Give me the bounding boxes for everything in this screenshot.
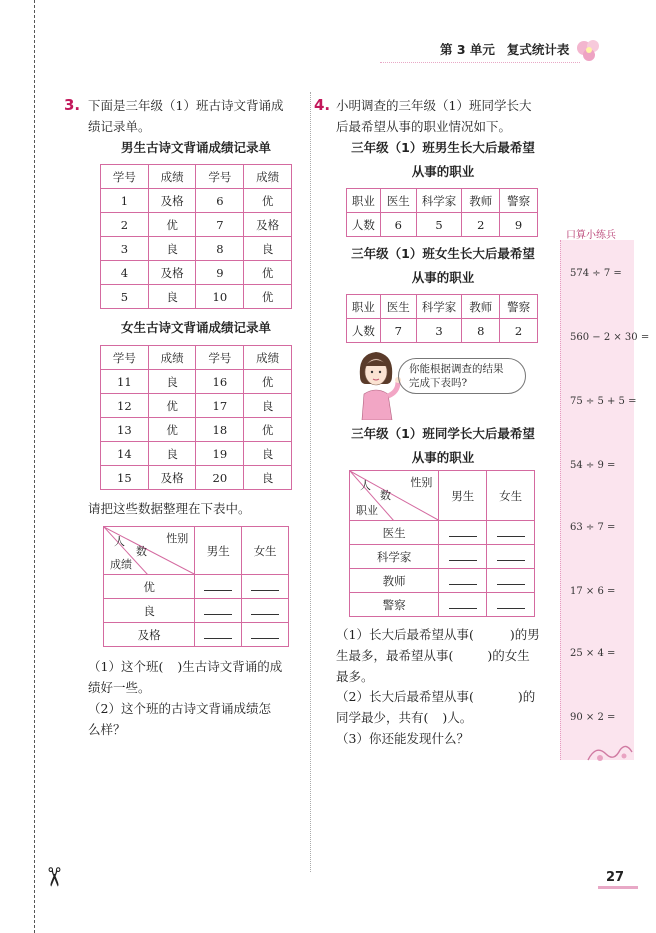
- diagonal-header-cell: [104, 527, 195, 575]
- cell: 13: [101, 418, 149, 442]
- corner-label-top: 性别: [166, 532, 189, 545]
- answer-blank[interactable]: [195, 599, 242, 623]
- header-cell: 职业: [347, 189, 381, 213]
- oral-practice-title: 口算小练兵: [566, 230, 616, 241]
- cell: 人数: [347, 319, 381, 343]
- corner-label-mid2: 数: [136, 545, 147, 558]
- header-cell: 成绩: [148, 165, 196, 189]
- table-row: [347, 319, 538, 343]
- q4-girls-title-line1: 三年级（1）班女生长大后最希望: [351, 246, 535, 261]
- header-cell: 成绩: [244, 165, 292, 189]
- q4-prompt: [336, 95, 558, 137]
- cell: 9: [500, 213, 538, 237]
- q4-boys-title-line2: 从事的职业: [411, 164, 475, 179]
- table-row: [350, 545, 535, 569]
- table-row: [101, 261, 292, 285]
- corner-label-bottom: 成绩: [110, 558, 132, 571]
- page-header: [440, 40, 569, 58]
- q3-prompt: [88, 95, 308, 137]
- decorative-swirl-icon: [586, 742, 634, 764]
- header-cell: 成绩: [244, 346, 292, 370]
- table-row: [350, 593, 535, 617]
- table-row: [104, 599, 289, 623]
- cell: 良: [148, 370, 196, 394]
- table-row: [101, 189, 292, 213]
- answer-blank[interactable]: [439, 569, 487, 593]
- page-number-bar: [598, 886, 638, 889]
- cell: 10: [196, 285, 244, 309]
- flower-icon: [574, 36, 604, 66]
- table-row: [101, 394, 292, 418]
- teacher-illustration: [352, 348, 402, 420]
- cell: 18: [196, 418, 244, 442]
- row-label: 警察: [350, 593, 439, 617]
- cell: 2: [101, 213, 149, 237]
- cell: 4: [101, 261, 149, 285]
- header-cell: 学号: [196, 165, 244, 189]
- table-header-row: [347, 189, 538, 213]
- header-cell: 男生: [195, 527, 242, 575]
- cut-line: [34, 0, 35, 933]
- cell: 良: [244, 466, 292, 490]
- oral-item: 25 × 4 =: [570, 648, 616, 659]
- q4-subquestion-3: （3）你还能发现什么？: [336, 731, 469, 746]
- header-cell: 警察: [500, 189, 538, 213]
- table-row: [101, 466, 292, 490]
- cell: 2: [462, 213, 500, 237]
- q3-prompt-line1: 下面是三年级（1）班古诗文背诵成: [88, 98, 284, 113]
- oral-practice-panel: [560, 240, 637, 760]
- oral-item: 75 ÷ 5 + 5 =: [570, 396, 637, 407]
- cell: 优: [244, 285, 292, 309]
- q4-boys-table: [346, 188, 538, 237]
- cell: 5: [416, 213, 462, 237]
- header-cell: 女生: [487, 471, 535, 521]
- cell: 17: [196, 394, 244, 418]
- q3-subquestion-2: [88, 698, 306, 740]
- cell: 1: [101, 189, 149, 213]
- cell: 6: [196, 189, 244, 213]
- q4-sub1-part-b: )的男: [509, 627, 540, 642]
- cell: 优: [148, 394, 196, 418]
- q4-girls-title: [338, 242, 548, 290]
- q4-boys-title: [338, 136, 548, 184]
- cell: 及格: [148, 466, 196, 490]
- table-row: [101, 285, 292, 309]
- answer-blank[interactable]: [487, 593, 535, 617]
- answer-blank[interactable]: [242, 599, 289, 623]
- header-cell: 成绩: [148, 346, 196, 370]
- cell: 9: [196, 261, 244, 285]
- answer-blank[interactable]: [487, 569, 535, 593]
- cell: 优: [148, 418, 196, 442]
- q3-sub1-part-a: （1）这个班(: [88, 659, 164, 674]
- cell: 人数: [347, 213, 381, 237]
- q4-all-title-line1: 三年级（1）班同学长大后最希望: [351, 426, 535, 441]
- q3-instruction: 请把这些数据整理在下表中。: [88, 501, 251, 516]
- cell: 良: [244, 394, 292, 418]
- page-number: 27: [606, 870, 625, 885]
- q4-prompt-line1: 小明调查的三年级（1）班同学长大: [336, 98, 532, 113]
- cell: 及格: [148, 189, 196, 213]
- cell: 20: [196, 466, 244, 490]
- header-cell: 警察: [500, 295, 538, 319]
- q4-girls-table: [346, 294, 538, 343]
- table-row: [101, 418, 292, 442]
- cell: 11: [101, 370, 149, 394]
- q4-sub2-part-b: )的: [517, 689, 536, 704]
- row-label: 及格: [104, 623, 195, 647]
- cell: 优: [244, 261, 292, 285]
- cell: 19: [196, 442, 244, 466]
- q4-summary-table: [349, 470, 535, 617]
- speech-line1: 你能根据调查的结果: [409, 363, 504, 375]
- oral-item: 63 ÷ 7 =: [570, 522, 616, 533]
- table-row: [101, 442, 292, 466]
- cell: 8: [462, 319, 500, 343]
- unit-topic: 复式统计表: [506, 42, 570, 57]
- cell: 3: [101, 237, 149, 261]
- cell: 良: [148, 237, 196, 261]
- cell: 12: [101, 394, 149, 418]
- header-cell: 学号: [196, 346, 244, 370]
- cell: 2: [500, 319, 538, 343]
- header-cell: 科学家: [416, 189, 462, 213]
- unit-label: 第 3 单元: [440, 42, 495, 57]
- q3-sub2-part-b: 么样？: [88, 722, 126, 737]
- header-cell: 学号: [101, 346, 149, 370]
- cell: 及格: [244, 213, 292, 237]
- cell: 16: [196, 370, 244, 394]
- row-label: 科学家: [350, 545, 439, 569]
- answer-blank[interactable]: [439, 593, 487, 617]
- header-cell: 女生: [242, 527, 289, 575]
- q4-sub1-part-a: （1）长大后最希望从事(: [336, 627, 474, 642]
- q4-sub1-part-e: 最多。: [336, 669, 374, 684]
- table-row: [104, 623, 289, 647]
- header-cell: 科学家: [416, 295, 462, 319]
- girls-record-title: 女生古诗文背诵成绩记录单: [120, 320, 271, 335]
- cell: 良: [244, 237, 292, 261]
- q4-sub1-part-c: 生最多，最希望从事(: [336, 648, 454, 663]
- q4-prompt-line2: 后最希望从事的职业情况如下。: [336, 119, 512, 134]
- table-header-row: [347, 295, 538, 319]
- q3-sub1-part-c: 绩好一些。: [88, 680, 151, 695]
- q4-sub2-part-d: )人。: [442, 710, 473, 725]
- q3-number: 3.: [64, 96, 81, 114]
- q3-sub1-part-b: )生古诗文背诵的成: [177, 659, 283, 674]
- header-cell: 教师: [462, 189, 500, 213]
- q4-sub2-part-c: 同学最少，共有(: [336, 710, 429, 725]
- row-label: 医生: [350, 521, 439, 545]
- header-cell: 学号: [101, 165, 149, 189]
- speech-bubble: [398, 358, 526, 394]
- answer-blank[interactable]: [195, 623, 242, 647]
- table-header-row: [101, 346, 292, 370]
- scissors-icon: ✂: [37, 866, 68, 888]
- row-label: 优: [104, 575, 195, 599]
- oral-item: 560 − 2 × 30 =: [570, 332, 650, 343]
- cell: 优: [244, 370, 292, 394]
- cell: 优: [148, 213, 196, 237]
- cell: 7: [380, 319, 416, 343]
- cell: 6: [380, 213, 416, 237]
- cell: 良: [148, 285, 196, 309]
- cell: 良: [244, 442, 292, 466]
- answer-blank[interactable]: [195, 575, 242, 599]
- header-cell: 职业: [347, 295, 381, 319]
- answer-blank[interactable]: [487, 521, 535, 545]
- corner-label-mid1: 人: [360, 479, 371, 492]
- boys-record-table: [100, 164, 292, 309]
- boys-record-title: 男生古诗文背诵成绩记录单: [120, 140, 271, 155]
- table-header-row: [350, 471, 535, 521]
- q4-sub1-part-d: )的女生: [487, 648, 530, 663]
- table-row: [104, 575, 289, 599]
- answer-blank[interactable]: [487, 545, 535, 569]
- q3-summary-table: [103, 526, 289, 647]
- answer-blank[interactable]: [242, 575, 289, 599]
- cell: 及格: [148, 261, 196, 285]
- q4-subquestion-2: [336, 686, 560, 728]
- q3-sub2-part-a: （2）这个班的古诗文背诵成绩怎: [88, 701, 271, 716]
- answer-blank[interactable]: [439, 545, 487, 569]
- q3-subquestion-1: [88, 656, 306, 698]
- header-cell: 男生: [439, 471, 487, 521]
- oral-item: 17 × 6 =: [570, 586, 616, 597]
- table-row: [101, 237, 292, 261]
- cell: 14: [101, 442, 149, 466]
- corner-label-bottom: 职业: [356, 504, 378, 517]
- cell: 15: [101, 466, 149, 490]
- q4-sub2-part-a: （2）长大后最希望从事(: [336, 689, 474, 704]
- corner-label-top: 性别: [410, 476, 433, 489]
- table-row: [350, 521, 535, 545]
- table-row: [101, 213, 292, 237]
- row-label: 良: [104, 599, 195, 623]
- column-divider: [310, 92, 311, 872]
- header-rule: [380, 62, 580, 63]
- q4-boys-title-line1: 三年级（1）班男生长大后最希望: [351, 140, 535, 155]
- speech-line2: 完成下表吗?: [409, 377, 468, 389]
- q4-all-title-line2: 从事的职业: [411, 450, 475, 465]
- cell: 优: [244, 418, 292, 442]
- header-cell: 教师: [462, 295, 500, 319]
- table-row: [350, 569, 535, 593]
- girls-record-table: [100, 345, 292, 490]
- table-header-row: [101, 165, 292, 189]
- oral-item: 54 ÷ 9 =: [570, 460, 616, 471]
- cell: 3: [416, 319, 462, 343]
- cell: 8: [196, 237, 244, 261]
- header-cell: 医生: [380, 295, 416, 319]
- answer-blank[interactable]: [242, 623, 289, 647]
- row-label: 教师: [350, 569, 439, 593]
- q4-all-title: [338, 422, 548, 470]
- answer-blank[interactable]: [439, 521, 487, 545]
- cell: 优: [244, 189, 292, 213]
- q4-number: 4.: [314, 96, 331, 114]
- q4-girls-title-line2: 从事的职业: [411, 270, 475, 285]
- table-header-row: [104, 527, 289, 575]
- oral-item: 90 × 2 =: [570, 712, 616, 723]
- q4-subquestion-1: [336, 624, 560, 687]
- cell: 良: [148, 442, 196, 466]
- corner-label-mid1: 人: [114, 535, 125, 548]
- corner-label-mid2: 数: [380, 489, 391, 502]
- cell: 7: [196, 213, 244, 237]
- table-row: [347, 213, 538, 237]
- diagonal-header-cell: [350, 471, 439, 521]
- q3-prompt-line2: 绩记录单。: [88, 119, 151, 134]
- header-cell: 医生: [380, 189, 416, 213]
- table-row: [101, 370, 292, 394]
- cell: 5: [101, 285, 149, 309]
- oral-item: 574 ÷ 7 =: [570, 268, 622, 279]
